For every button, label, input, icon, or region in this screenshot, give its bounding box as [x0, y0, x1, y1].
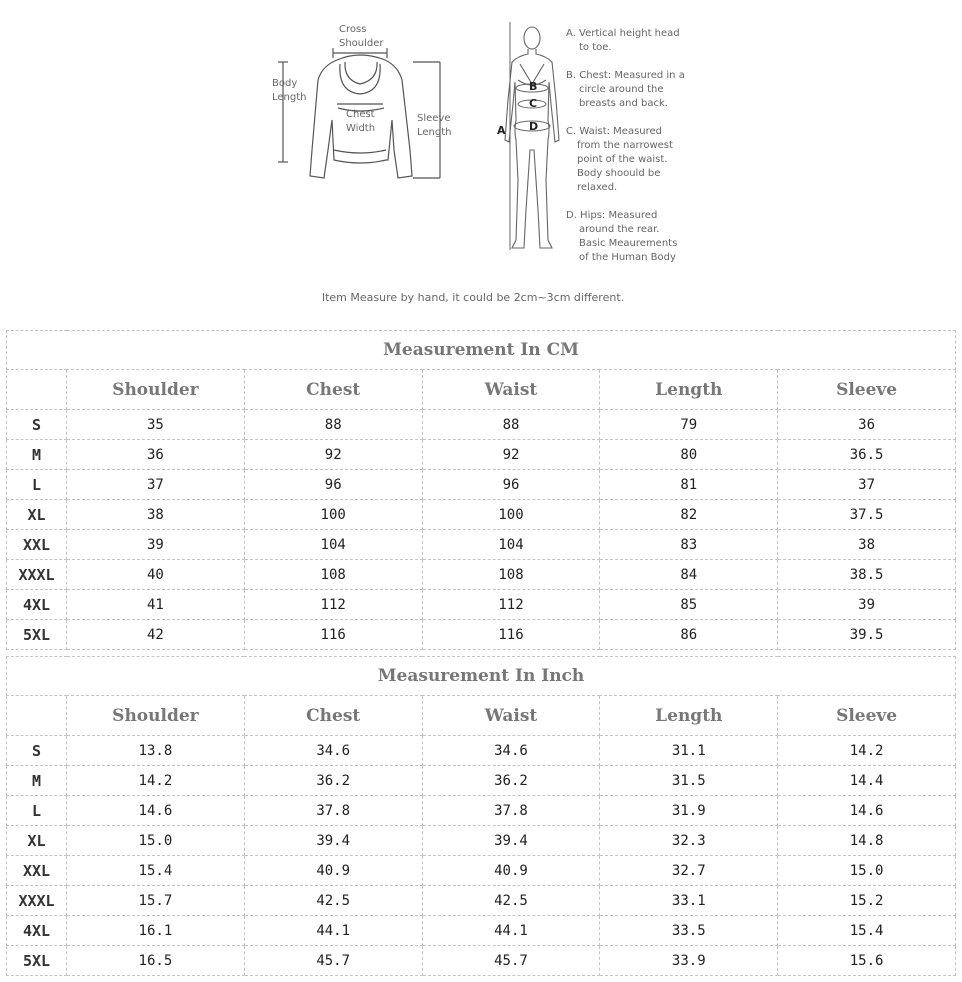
- table-cell: 15.4: [778, 916, 956, 946]
- table-cell: 40.9: [422, 856, 600, 886]
- table-cell: 14.6: [778, 796, 956, 826]
- table-row: [7, 856, 956, 886]
- size-label: XL: [7, 826, 67, 856]
- table-title: Measurement In Inch: [7, 657, 956, 696]
- table-cell: 104: [422, 530, 600, 560]
- table-title-row: [7, 657, 956, 696]
- size-label: XXL: [7, 530, 67, 560]
- table-cell: 13.8: [67, 736, 245, 766]
- table-row: [7, 886, 956, 916]
- table-cell: 33.1: [600, 886, 778, 916]
- garment-illustration: [0, 0, 962, 320]
- table-title: Measurement In CM: [7, 331, 956, 370]
- note-d: D. Hips: Measured around the rear. Basic Meaurements of the Human Body: [566, 210, 678, 263]
- size-table-inch: [6, 656, 956, 976]
- table-cell: 38.5: [778, 560, 956, 590]
- table-cell: 31.9: [600, 796, 778, 826]
- table-cell: 14.4: [778, 766, 956, 796]
- size-label: 5XL: [7, 620, 67, 650]
- header-shoulder: Shoulder: [67, 696, 245, 736]
- table-cell: 15.0: [778, 856, 956, 886]
- table-cell: 80: [600, 440, 778, 470]
- size-label: L: [7, 470, 67, 500]
- table-cell: 39: [778, 590, 956, 620]
- table-cell: 36.2: [244, 766, 422, 796]
- header-chest: Chest: [244, 696, 422, 736]
- table-cell: 37.5: [778, 500, 956, 530]
- size-label: 4XL: [7, 916, 67, 946]
- table-row: [7, 500, 956, 530]
- chest-width-label: Chest Width: [346, 109, 376, 134]
- size-label: 4XL: [7, 590, 67, 620]
- table-cell: 104: [244, 530, 422, 560]
- table-cell: 31.1: [600, 736, 778, 766]
- table-cell: 100: [422, 500, 600, 530]
- size-label: L: [7, 796, 67, 826]
- table-cell: 35: [67, 410, 245, 440]
- header-sleeve: Sleeve: [778, 370, 956, 410]
- header-waist: Waist: [422, 696, 600, 736]
- header-waist: Waist: [422, 370, 600, 410]
- measurement-disclaimer: Item Measure by hand, it could be 2cm~3cm different.: [321, 291, 625, 304]
- table-cell: 112: [244, 590, 422, 620]
- header-size: [7, 696, 67, 736]
- table-cell: 88: [422, 410, 600, 440]
- table-cell: 86: [600, 620, 778, 650]
- table-row: [7, 560, 956, 590]
- table-row: [7, 590, 956, 620]
- note-b: B. Chest: Measured in a circle around the breasts and back.: [566, 70, 685, 109]
- table-cell: 83: [600, 530, 778, 560]
- table-cell: 82: [600, 500, 778, 530]
- table-cell: 15.2: [778, 886, 956, 916]
- table-cell: 34.6: [422, 736, 600, 766]
- table-cell: 45.7: [422, 946, 600, 976]
- table-cell: 96: [422, 470, 600, 500]
- table-row: [7, 946, 956, 976]
- table-cell: 92: [422, 440, 600, 470]
- size-label: XL: [7, 500, 67, 530]
- table-cell: 116: [244, 620, 422, 650]
- table-cell: 36.5: [778, 440, 956, 470]
- table-cell: 32.7: [600, 856, 778, 886]
- marker-a: A: [497, 124, 506, 137]
- table-header-row: [7, 370, 956, 410]
- note-a: A. Vertical height head to toe.: [566, 28, 680, 53]
- table-cell: 45.7: [244, 946, 422, 976]
- table-cell: 85: [600, 590, 778, 620]
- header-length: Length: [600, 370, 778, 410]
- table-title-row: [7, 331, 956, 370]
- table-cell: 15.4: [67, 856, 245, 886]
- table-cell: 88: [244, 410, 422, 440]
- table-cell: 38: [67, 500, 245, 530]
- table-cell: 16.1: [67, 916, 245, 946]
- table-row: [7, 440, 956, 470]
- table-cell: 40.9: [244, 856, 422, 886]
- table-row: [7, 736, 956, 766]
- table-row: [7, 916, 956, 946]
- size-label: S: [7, 736, 67, 766]
- table-cell: 92: [244, 440, 422, 470]
- header-size: [7, 370, 67, 410]
- size-label: XXL: [7, 856, 67, 886]
- table-row: [7, 796, 956, 826]
- table-cell: 44.1: [244, 916, 422, 946]
- table-cell: 41: [67, 590, 245, 620]
- table-cell: 42: [67, 620, 245, 650]
- body-length-label: Body Length: [272, 78, 307, 103]
- table-row: [7, 826, 956, 856]
- table-cell: 116: [422, 620, 600, 650]
- table-cell: 37: [778, 470, 956, 500]
- table-cell: 44.1: [422, 916, 600, 946]
- table-row: [7, 766, 956, 796]
- table-cell: 33.5: [600, 916, 778, 946]
- table-cell: 15.0: [67, 826, 245, 856]
- marker-c: C: [529, 97, 538, 110]
- table-cell: 84: [600, 560, 778, 590]
- table-cell: 36: [67, 440, 245, 470]
- cross-shoulder-label: Cross Shoulder: [339, 24, 384, 49]
- sleeve-length-label: Sleeve Length: [417, 113, 452, 138]
- measurement-diagram: [0, 0, 962, 320]
- table-cell: 39.4: [244, 826, 422, 856]
- table-cell: 31.5: [600, 766, 778, 796]
- table-cell: 36.2: [422, 766, 600, 796]
- table-cell: 15.6: [778, 946, 956, 976]
- table-row: [7, 410, 956, 440]
- sweater-neckline: [345, 62, 377, 84]
- table-header-row: [7, 696, 956, 736]
- size-label: M: [7, 766, 67, 796]
- table-cell: 37.8: [244, 796, 422, 826]
- table-cell: 38: [778, 530, 956, 560]
- header-length: Length: [600, 696, 778, 736]
- table-cell: 32.3: [600, 826, 778, 856]
- table-row: [7, 530, 956, 560]
- sweater-neck-inner: [340, 64, 380, 94]
- human-body-figure: [505, 27, 559, 248]
- header-sleeve: Sleeve: [778, 696, 956, 736]
- table-cell: 33.9: [600, 946, 778, 976]
- table-cell: 16.5: [67, 946, 245, 976]
- table-cell: 40: [67, 560, 245, 590]
- header-shoulder: Shoulder: [67, 370, 245, 410]
- table-cell: 112: [422, 590, 600, 620]
- table-cell: 14.8: [778, 826, 956, 856]
- size-label: 5XL: [7, 946, 67, 976]
- table-cell: 37: [67, 470, 245, 500]
- marker-d: D: [529, 120, 539, 133]
- table-cell: 14.6: [67, 796, 245, 826]
- header-chest: Chest: [244, 370, 422, 410]
- table-cell: 96: [244, 470, 422, 500]
- table-cell: 108: [422, 560, 600, 590]
- size-label: M: [7, 440, 67, 470]
- table-cell: 42.5: [244, 886, 422, 916]
- table-row: [7, 470, 956, 500]
- table-row: [7, 620, 956, 650]
- size-label: XXXL: [7, 886, 67, 916]
- table-cell: 34.6: [244, 736, 422, 766]
- table-cell: 81: [600, 470, 778, 500]
- size-label: S: [7, 410, 67, 440]
- table-cell: 14.2: [67, 766, 245, 796]
- table-cell: 79: [600, 410, 778, 440]
- table-cell: 15.7: [67, 886, 245, 916]
- table-cell: 36: [778, 410, 956, 440]
- table-cell: 39.5: [778, 620, 956, 650]
- table-cell: 42.5: [422, 886, 600, 916]
- table-cell: 39: [67, 530, 245, 560]
- table-cell: 14.2: [778, 736, 956, 766]
- table-cell: 108: [244, 560, 422, 590]
- marker-b: B: [529, 80, 538, 93]
- table-cell: 39.4: [422, 826, 600, 856]
- size-table-cm: [6, 330, 956, 650]
- table-cell: 37.8: [422, 796, 600, 826]
- size-label: XXXL: [7, 560, 67, 590]
- table-cell: 100: [244, 500, 422, 530]
- note-c: C. Waist: Measured from the narrowest point of the waist. Body shoould be relaxed.: [566, 126, 673, 193]
